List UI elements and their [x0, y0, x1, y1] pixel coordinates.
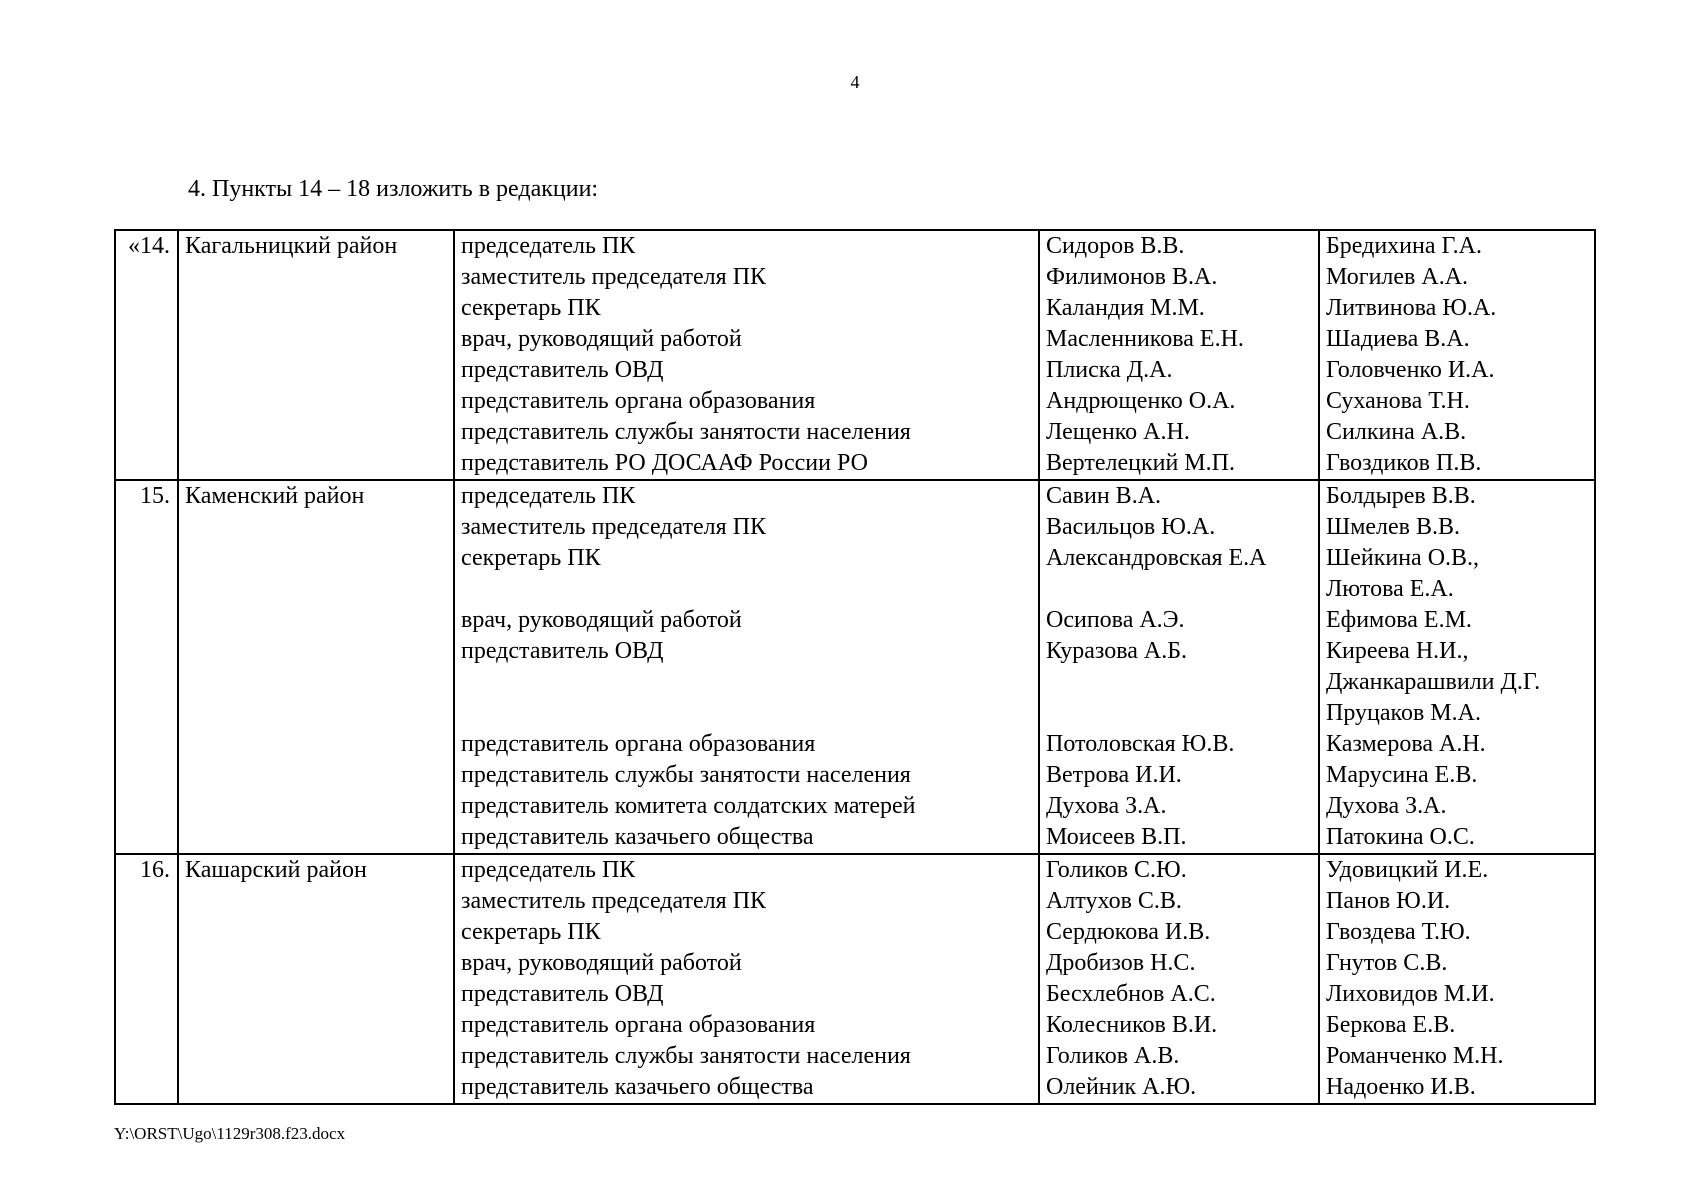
role-line: представитель службы занятости населения	[461, 419, 911, 445]
alternate-name: Казмерова А.Н.	[1326, 731, 1486, 757]
role-line: представитель органа образования	[461, 1012, 816, 1038]
role-line	[461, 667, 1038, 698]
role-line: представитель органа образования	[461, 388, 816, 414]
district-name-text: Кагальницкий район	[185, 233, 398, 259]
alternates-column	[1319, 480, 1595, 854]
role-line: председатель ПК	[461, 857, 636, 883]
table-row	[115, 480, 1595, 854]
alternate-name: Шейкина О.В.,	[1326, 545, 1480, 571]
role-line: заместитель председателя ПК	[461, 888, 767, 914]
district-name-text: Каменский район	[185, 483, 365, 509]
alternate-name: Шмелев В.В.	[1326, 514, 1461, 540]
district-name	[178, 854, 454, 1104]
alternate-name: Романченко М.Н.	[1326, 1043, 1504, 1069]
member-name: Духова З.А.	[1046, 793, 1167, 819]
member-name: Алтухов С.В.	[1046, 888, 1182, 914]
district-name	[178, 480, 454, 854]
member-name: Осипова А.Э.	[1046, 607, 1185, 633]
role-line: врач, руководящий работой	[461, 326, 742, 352]
member-name: Куразова А.Б.	[1046, 638, 1187, 664]
member-name	[1046, 698, 1318, 729]
member-name: Сидоров В.В.	[1046, 233, 1185, 259]
alternate-name: Лиховидов М.И.	[1326, 981, 1495, 1007]
role-line: председатель ПК	[461, 483, 636, 509]
role-line: представитель ОВД	[461, 638, 664, 664]
alternate-name: Головченко И.А.	[1326, 357, 1495, 383]
member-name: Плиска Д.А.	[1046, 357, 1173, 383]
alternate-name: Бредихина Г.А.	[1326, 233, 1483, 259]
role-line: секретарь ПК	[461, 295, 601, 321]
role-line: представитель ОВД	[461, 357, 664, 383]
section-heading: 4. Пункты 14 – 18 изложить в редакции:	[188, 176, 599, 202]
member-name: Колесников В.И.	[1046, 1012, 1218, 1038]
member-name: Моисеев В.П.	[1046, 824, 1187, 850]
role-line	[461, 698, 1038, 729]
alternate-name: Шадиева В.А.	[1326, 326, 1470, 352]
item-number-text: 16.	[140, 857, 170, 883]
district-name-text: Кашарский район	[185, 857, 367, 883]
alternate-name: Духова З.А.	[1326, 793, 1447, 819]
role-line: председатель ПК	[461, 233, 636, 259]
alternate-name: Болдырев В.В.	[1326, 483, 1476, 509]
member-name: Масленникова Е.Н.	[1046, 326, 1244, 352]
roles-column	[454, 854, 1039, 1104]
member-name	[1046, 574, 1318, 605]
member-name: Лещенко А.Н.	[1046, 419, 1190, 445]
alternate-name: Гвоздева Т.Ю.	[1326, 919, 1471, 945]
member-name: Филимонов В.А.	[1046, 264, 1218, 290]
role-line: секретарь ПК	[461, 919, 601, 945]
member-name: Вертелецкий М.П.	[1046, 450, 1235, 476]
alternate-name: Удовицкий И.Е.	[1326, 857, 1489, 883]
role-line: представитель казачьего общества	[461, 824, 814, 850]
members-column	[1039, 854, 1319, 1104]
member-name: Бесхлебнов А.С.	[1046, 981, 1216, 1007]
item-number-text: 15.	[140, 483, 170, 509]
item-number	[115, 480, 178, 854]
role-line: представитель казачьего общества	[461, 1074, 814, 1100]
role-line: представитель ОВД	[461, 981, 664, 1007]
member-name	[1046, 667, 1318, 698]
alternate-name: Гвоздиков П.В.	[1326, 450, 1482, 476]
alternate-name: Пруцаков М.А.	[1326, 700, 1481, 726]
alternate-name: Беркова Е.В.	[1326, 1012, 1456, 1038]
member-name: Васильцов Ю.А.	[1046, 514, 1216, 540]
members-column	[1039, 230, 1319, 480]
member-name: Александровская Е.А	[1046, 545, 1267, 571]
alternate-name: Надоенко И.В.	[1326, 1074, 1476, 1100]
district-name	[178, 230, 454, 480]
alternate-name: Лютова Е.А.	[1326, 576, 1454, 602]
roles-column	[454, 230, 1039, 480]
alternate-name: Гнутов С.В.	[1326, 950, 1448, 976]
member-name: Голиков С.Ю.	[1046, 857, 1187, 883]
role-line: представитель службы занятости населения	[461, 1043, 911, 1069]
item-number	[115, 854, 178, 1104]
alternate-name: Марусина Е.В.	[1326, 762, 1478, 788]
member-name: Ветрова И.И.	[1046, 762, 1182, 788]
role-line: заместитель председателя ПК	[461, 264, 767, 290]
commission-table	[114, 229, 1596, 1105]
role-line: представитель РО ДОСААФ России РО	[461, 450, 868, 476]
page-number: 4	[850, 72, 860, 92]
member-name: Олейник А.Ю.	[1046, 1074, 1197, 1100]
file-path-footer: Y:\ORST\Ugo\1129r308.f23.docx	[114, 1124, 346, 1143]
member-name: Голиков А.В.	[1046, 1043, 1180, 1069]
alternate-name: Силкина А.В.	[1326, 419, 1467, 445]
member-name: Сердюкова И.В.	[1046, 919, 1211, 945]
role-line: врач, руководящий работой	[461, 950, 742, 976]
alternate-name: Ефимова Е.М.	[1326, 607, 1472, 633]
alternate-name: Суханова Т.Н.	[1326, 388, 1470, 414]
table-row	[115, 230, 1595, 480]
member-name: Андрющенко О.А.	[1046, 388, 1236, 414]
role-line: представитель органа образования	[461, 731, 816, 757]
item-number	[115, 230, 178, 480]
alternate-name: Джанкарашвили Д.Г.	[1326, 669, 1541, 695]
role-line: представитель комитета солдатских матерей	[461, 793, 916, 819]
item-number-text: «14.	[128, 233, 170, 259]
member-name: Дробизов Н.С.	[1046, 950, 1196, 976]
members-column	[1039, 480, 1319, 854]
member-name: Каландия М.М.	[1046, 295, 1205, 321]
role-line: врач, руководящий работой	[461, 607, 742, 633]
alternate-name: Патокина О.С.	[1326, 824, 1475, 850]
alternate-name: Киреева Н.И.,	[1326, 638, 1469, 664]
alternates-column	[1319, 854, 1595, 1104]
role-line: секретарь ПК	[461, 545, 601, 571]
alternate-name: Литвинова Ю.А.	[1326, 295, 1497, 321]
roles-column	[454, 480, 1039, 854]
role-line	[461, 574, 1038, 605]
role-line: заместитель председателя ПК	[461, 514, 767, 540]
member-name: Савин В.А.	[1046, 483, 1162, 509]
member-name: Потоловская Ю.В.	[1046, 731, 1235, 757]
table-row	[115, 854, 1595, 1104]
alternate-name: Могилев А.А.	[1326, 264, 1469, 290]
alternates-column	[1319, 230, 1595, 480]
role-line: представитель службы занятости населения	[461, 762, 911, 788]
alternate-name: Панов Ю.И.	[1326, 888, 1451, 914]
